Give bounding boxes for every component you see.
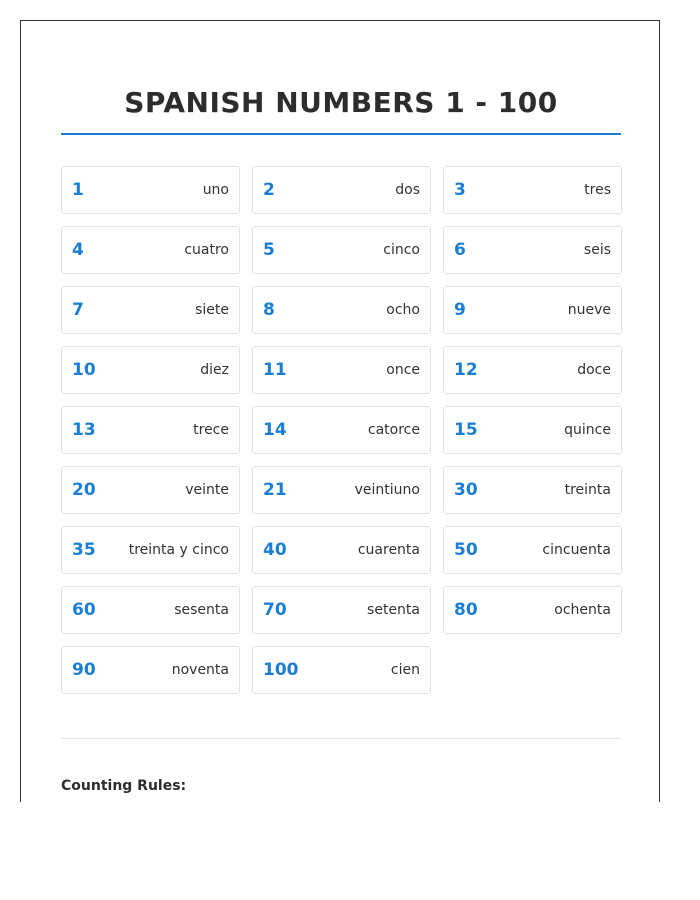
number-card-10 xyxy=(61,346,240,394)
title-underline xyxy=(61,133,621,135)
number-value: 1 xyxy=(72,180,84,200)
number-value: 90 xyxy=(72,660,96,680)
number-value: 5 xyxy=(263,240,275,260)
number-card-100 xyxy=(252,646,431,694)
number-word: trece xyxy=(193,422,229,438)
number-word: seis xyxy=(583,242,611,258)
number-value: 13 xyxy=(72,420,96,440)
number-word: ocho xyxy=(386,302,420,318)
number-value: 20 xyxy=(72,480,96,500)
number-card-3 xyxy=(443,166,622,214)
number-value: 12 xyxy=(454,360,478,380)
number-value: 6 xyxy=(454,240,466,260)
number-value: 15 xyxy=(454,420,478,440)
number-value: 4 xyxy=(72,240,84,260)
number-word: uno xyxy=(202,182,229,198)
number-card-70 xyxy=(252,586,431,634)
number-card-50 xyxy=(443,526,622,574)
number-value: 21 xyxy=(263,480,287,500)
number-card-80 xyxy=(443,586,622,634)
number-value: 10 xyxy=(72,360,96,380)
number-word: treinta y cinco xyxy=(128,542,229,558)
number-card-35 xyxy=(61,526,240,574)
number-value: 7 xyxy=(72,300,84,320)
number-card-1 xyxy=(61,166,240,214)
number-value: 60 xyxy=(72,600,96,620)
number-word: setenta xyxy=(367,602,420,618)
number-value: 70 xyxy=(263,600,287,620)
number-card-5 xyxy=(252,226,431,274)
number-word: cien xyxy=(390,662,420,678)
number-word: siete xyxy=(195,302,229,318)
counting-rules-heading: Counting Rules: xyxy=(61,778,187,794)
number-value: 50 xyxy=(454,540,478,560)
number-word: tres xyxy=(584,182,611,198)
number-card-13 xyxy=(61,406,240,454)
number-card-2 xyxy=(252,166,431,214)
number-word: cinco xyxy=(383,242,420,258)
number-card-4 xyxy=(61,226,240,274)
number-word: nueve xyxy=(567,302,611,318)
number-value: 9 xyxy=(454,300,466,320)
number-word: ochenta xyxy=(554,602,611,618)
number-value: 14 xyxy=(263,420,287,440)
number-card-8 xyxy=(252,286,431,334)
page-title: SPANISH NUMBERS 1 - 100 xyxy=(124,86,558,119)
number-word: quince xyxy=(564,422,611,438)
number-word: cuarenta xyxy=(357,542,420,558)
number-card-60 xyxy=(61,586,240,634)
number-value: 40 xyxy=(263,540,287,560)
number-card-6 xyxy=(443,226,622,274)
number-value: 2 xyxy=(263,180,275,200)
number-word: catorce xyxy=(367,422,420,438)
number-value: 8 xyxy=(263,300,275,320)
number-word: dos xyxy=(395,182,420,198)
number-word: diez xyxy=(200,362,229,378)
number-card-90 xyxy=(61,646,240,694)
number-value: 80 xyxy=(454,600,478,620)
number-value: 100 xyxy=(263,660,299,680)
number-card-11 xyxy=(252,346,431,394)
number-value: 11 xyxy=(263,360,287,380)
number-word: once xyxy=(386,362,420,378)
number-card-9 xyxy=(443,286,622,334)
number-word: treinta xyxy=(564,482,611,498)
number-word: cuatro xyxy=(184,242,229,258)
number-card-30 xyxy=(443,466,622,514)
number-word: noventa xyxy=(171,662,229,678)
number-word: veinte xyxy=(185,482,229,498)
section-divider xyxy=(61,738,621,739)
number-word: sesenta xyxy=(174,602,229,618)
numbers-grid xyxy=(61,166,621,694)
number-word: doce xyxy=(577,362,611,378)
number-value: 3 xyxy=(454,180,466,200)
number-card-20 xyxy=(61,466,240,514)
number-card-12 xyxy=(443,346,622,394)
number-card-21 xyxy=(252,466,431,514)
number-word: veintiuno xyxy=(354,482,420,498)
number-word: cincuenta xyxy=(542,542,611,558)
number-card-40 xyxy=(252,526,431,574)
number-card-7 xyxy=(61,286,240,334)
document-page xyxy=(20,20,660,802)
number-card-14 xyxy=(252,406,431,454)
number-card-15 xyxy=(443,406,622,454)
number-value: 30 xyxy=(454,480,478,500)
number-value: 35 xyxy=(72,540,96,560)
